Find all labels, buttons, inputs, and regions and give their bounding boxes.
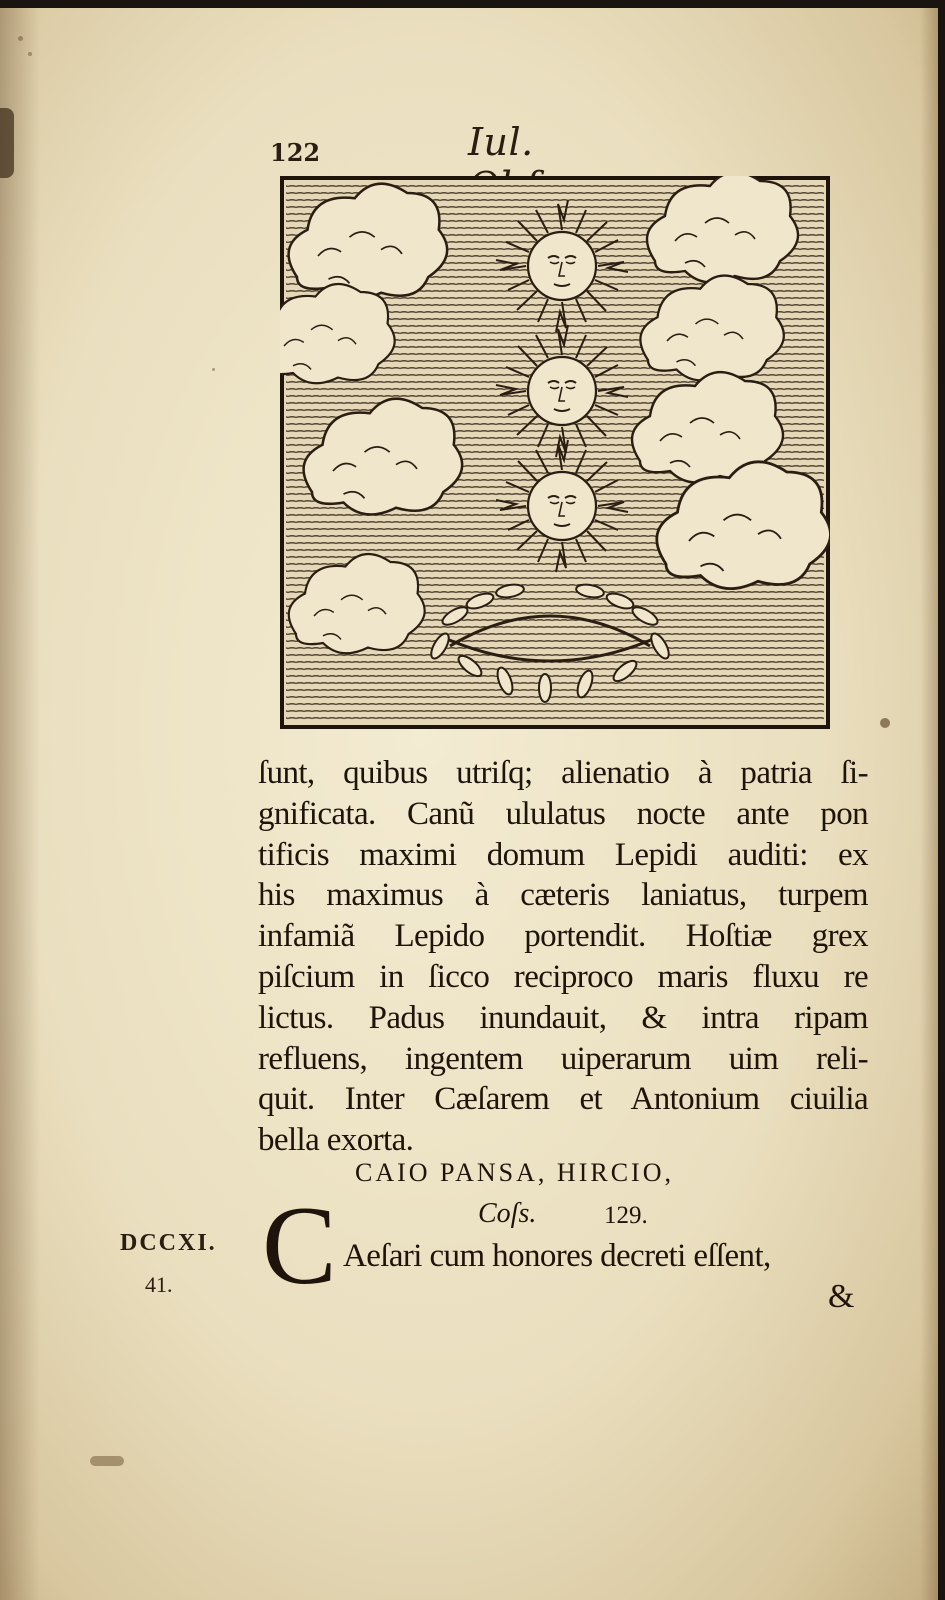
woodcut-illustration	[280, 176, 830, 729]
text-line: piſcium in ſicco reciproco maris fluxu re	[258, 958, 868, 995]
text-line: his maximus à cæteris laniatus, turpem	[258, 877, 868, 914]
text-line: infamiã Lepido portendit. Hoſtiæ grex	[258, 918, 868, 955]
page-edge-shadow	[920, 8, 938, 1600]
consuls-heading: CAIO PANSA, HIRCIO,	[355, 1158, 674, 1187]
coss-label: Coſs.	[478, 1198, 537, 1229]
margin-number: 41.	[145, 1272, 173, 1297]
chapter-number: 129.	[604, 1202, 648, 1229]
running-title: Iul.	[468, 120, 534, 164]
paper-speck	[18, 36, 23, 41]
paper-speck	[880, 718, 890, 728]
paper-stain	[90, 1456, 124, 1466]
body-text	[258, 753, 868, 1161]
text-line: gnificata. Canũ ululatus nocte ante pon	[258, 795, 868, 832]
paper-speck	[28, 52, 32, 56]
section-first-line: Aeſari cum honores decreti eſſent,	[343, 1238, 771, 1274]
margin-year: DCCXI.	[120, 1230, 217, 1256]
text-line: quit. Inter Cæſarem et Antonium ciuilia	[258, 1081, 868, 1118]
text-line: ſunt, quibus utriſq; alienatio à patria ſi-	[258, 755, 868, 791]
gutter-shadow	[0, 8, 40, 1600]
text-line: refluens, ingentem uiperarum uim reli-	[258, 1040, 868, 1077]
book-page	[0, 8, 938, 1600]
text-line: tificis maximi domum Lepidi auditi: ex	[258, 836, 868, 873]
paper-stain	[0, 108, 14, 178]
paper-speck	[212, 368, 215, 371]
page-header	[270, 120, 740, 170]
catchword: &	[828, 1278, 855, 1315]
page-number: 122	[270, 138, 321, 167]
cloud-left-upper	[280, 284, 395, 383]
text-line: lictus. Padus inundauit, & intra ripam	[258, 999, 868, 1036]
text-line: bella exorta.	[258, 1122, 414, 1159]
drop-cap: C	[262, 1184, 337, 1308]
